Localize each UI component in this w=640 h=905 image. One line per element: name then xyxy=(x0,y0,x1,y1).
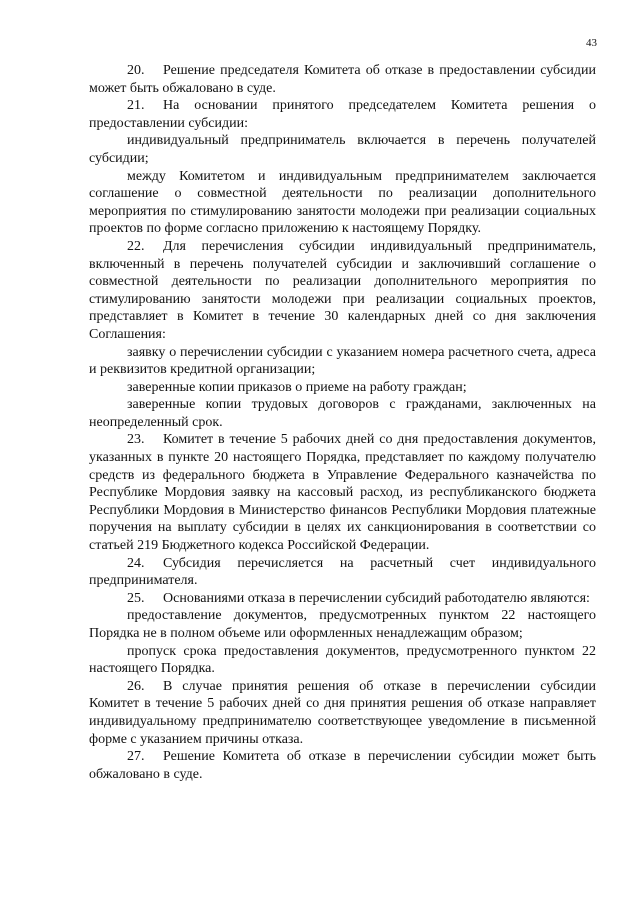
paragraph-text: Основаниями отказа в перечислении субсидий работодателю являются: xyxy=(163,590,590,606)
paragraph-25 xyxy=(89,590,596,608)
paragraph-text: индивидуальный предприниматель включается в перечень получателей субсидии; xyxy=(89,133,596,166)
paragraph-text: Субсидия перечисляется на расчетный счет индивидуального предпринимателя. xyxy=(89,555,596,589)
paragraph-26 xyxy=(89,678,596,748)
paragraph-text: Для перечисления субсидии индивидуальный предприниматель, включенный в перечень получателей субсидии и заключивший соглашение о совместной деятельности по реализации дополнительного мероприятия по стимулированию занятости молодежи при реализации социальных проектов, представляет в Комитет в течение 30 календарных дней со дня заключения Соглашения: xyxy=(89,238,596,342)
paragraph-text: В случае принятия решения об отказе в перечислении субсидии Комитет в течение 5 рабочих дней со дня принятия решения об отказе направляет индивидуальному предпринимателю соответствующее уведомление в письменной форме с указанием причины отказа. xyxy=(89,678,596,747)
paragraph-23 xyxy=(89,431,596,554)
paragraph-text: Решение Комитета об отказе в перечислении субсидии может быть обжаловано в суде. xyxy=(89,749,596,782)
paragraph-text: Решение председателя Комитета об отказе в предоставлении субсидии может быть обжаловано в суде. xyxy=(89,63,596,96)
paragraph-text: заявку о перечислении субсидии с указанием номера расчетного счета, адреса и реквизитов кредитной организации; xyxy=(89,344,596,378)
paragraph-22 xyxy=(89,238,596,344)
paragraph-22-item-1 xyxy=(89,344,596,379)
paragraph-text: На основании принятого председателем Комитета решения о предоставлении субсидии: xyxy=(89,98,596,131)
paragraph-24 xyxy=(89,555,596,590)
paragraph-number: 24. xyxy=(127,555,145,571)
page-number: 43 xyxy=(586,37,597,49)
paragraph-20 xyxy=(89,62,596,97)
paragraph-21-item-2 xyxy=(89,168,596,238)
paragraph-22-item-2 xyxy=(89,379,596,397)
paragraph-21 xyxy=(89,97,596,132)
paragraph-number: 20. xyxy=(127,63,145,78)
paragraph-21-item-1 xyxy=(89,132,596,167)
document-body xyxy=(89,62,596,783)
paragraph-text: между Комитетом и индивидуальным предпринимателем заключается соглашение о совместной деятельности по реализации дополнительного мероприятия по стимулированию занятости молодежи при реализации социальных проектов по форме согласно приложению к настоящему Порядку. xyxy=(89,168,596,237)
paragraph-number: 26. xyxy=(127,678,145,694)
paragraph-text: Комитет в течение 5 рабочих дней со дня предоставления документов, указанных в пункте 20 настоящего Порядка, представляет по каждому получателю средств из федерального бюджета в Управление Федерального казначейства по Республике Мордовия заявку на кассовый расход, из республиканского бюджета Республики Мордовия в Министерство финансов Республики Мордовия платежные поручения на выплату субсидии в целях их санкционирования в соответствии со статьей 219 Бюджетного кодекса Российской Федерации. xyxy=(89,432,596,554)
paragraph-25-item-2 xyxy=(89,643,596,678)
paragraph-text: предоставление документов, предусмотренных пунктом 22 настоящего Порядка не в полном объеме или оформленных ненадлежащим образом; xyxy=(89,608,596,641)
paragraph-27 xyxy=(89,748,596,783)
paragraph-number: 25. xyxy=(127,590,145,606)
paragraph-number: 27. xyxy=(127,749,145,765)
paragraph-number: 23. xyxy=(127,432,145,448)
paragraph-number: 21. xyxy=(127,98,145,114)
paragraph-text: пропуск срока предоставления документов, предусмотренного пунктом 22 настоящего Порядка. xyxy=(89,643,596,677)
paragraph-text: заверенные копии трудовых договоров с гражданами, заключенных на неопределенный срок. xyxy=(89,397,596,430)
paragraph-22-item-3 xyxy=(89,396,596,431)
paragraph-25-item-1 xyxy=(89,607,596,642)
paragraph-number: 22. xyxy=(127,238,145,254)
paragraph-text: заверенные копии приказов о приеме на работу граждан; xyxy=(127,379,467,395)
